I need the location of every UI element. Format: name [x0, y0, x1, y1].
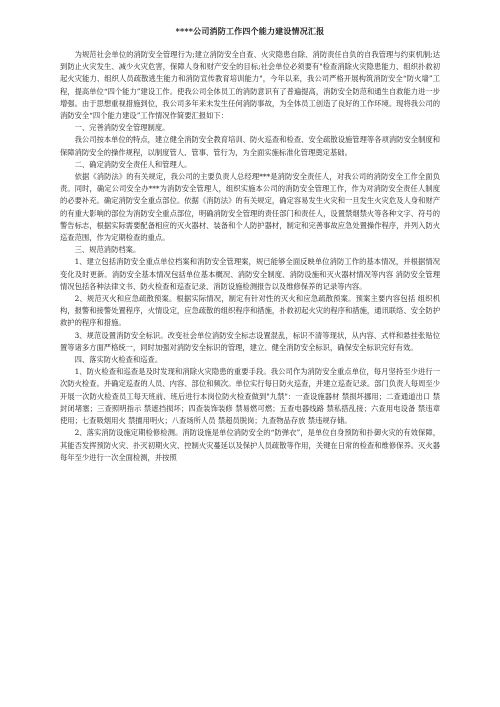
section-2-paragraph: 依据《消防法》的有关规定，我公司的主要负责人总经理***是消防安全责任人，对我公司的消防安全工作全面负责。同时，确定公司安全办***为消防安全管理人，组织实施本公司的消防安全管理工作，作为对消防安全责任人制度的必要补充。确定消防安全重点部位。依据《消防法》的有关规定，确定容易发生火灾和一旦发生火灾危及人身和财产的有重大影响的部位为消防安全重点部位，明确消防安全管理的责任部门和责任人，设置禁烟禁火等各种文字、符号的警告标志，根据实际需要配备相应的灭火器材、装备和个人防护器材，制定和完善事故应急处置操作程序，并列入防火巡查范围，作为定期检查的重点。: [60, 172, 440, 243]
document-title: ****公司消防工作四个能力建设情况汇报: [175, 26, 325, 36]
section-3-item-1: 1、建立包括消防安全重点单位档案和消防安全管理案，规已能够全面反映单位消防工作的基本情况，并根据情况变化及时更新。消防安全基本情况包括单位基本概况、消防安全制度、消防设施和灭火器材情况等内容 消防安全管理情况包括各种法律文书、防火检查和巡查记录、消防设施检测报告以及维修保养的记录等内容。: [60, 257, 440, 291]
section-heading-1: 一、完善消防安全管理制度。: [74, 123, 170, 133]
section-heading-3: 三、规范消防档案。: [74, 245, 141, 255]
intro-paragraph: 为规范社会单位的消防安全管理行为;建立消防安全自查、火灾隐患自除、消防责任自负的自我管理与约束机制;达到防止火灾发生、减少火灾危害，保障人身和财产安全的目标;社会单位必须要有"检查消除火灾隐患能力、组织扑救初起火灾能力、组织人员疏散逃生能力和消防宣传教育培训能力"，今年以来，我公司严格开展构筑消防安全“防火墙”工程，提高单位“四个能力”建设工作。使我公司全体员工的消防意识有了普遍提高，消防安全防范和通生自救能力进一步增强。由于思想重视措施到位，我公司多年来未发生任何消防事故，为全体员工创造了良好的工作环境。现将我公司的消防安全“四个能力建设”工作情况作简要汇报如下：: [60, 50, 440, 121]
section-4-item-2: 2、落实消防设施定期检修检测。消防设施是单位消防安全的“防弹衣”，是单位自身预防和扑御火灾的有效保障，其能否发挥预防火灾、扑灭初期火灾、控制火灾蔓延以及保护人员疏散等作用，关键在日常的检查和维修保养。灭火器每年至少进行一次全面检测，并按照: [60, 428, 440, 462]
section-heading-4: 四、落实防火检查和巡查。: [74, 355, 163, 365]
section-3-item-3: 3、规范设置消防安全标识。改变社会单位消防安全标志设置混乱，标识不清等现状，从内容、式样和悬挂张贴位置等诸多方面严格统一，同时加强对消防安全标识的管理，建立、健全消防安全标识，确保安全标识完好有效。: [60, 330, 440, 352]
section-1-paragraph: 我公司按本单位的特点，建立健全消防安全教育培训、防火巡查和检查、安全疏散设施管理等各项消防安全制度和保障消防安全的操作规程，以制度管人、管事、管行为，为全面实施标准化管理奠定基础。: [60, 135, 440, 157]
section-heading-2: 二、确定消防安全责任人和管理人。: [74, 159, 192, 169]
section-4-item-1: 1、防火检查和巡查是及时发现和消除火灾隐患的重要手段。我公司作为消防安全重点单位，每月坚持至少进行一次防火检查。并确定巡查的人员、内容、部位和频次。单位实行每日防火巡查，并建立巡查记录。部门负责人每周至少开展一次防火检查员工每天班前、班后进行本岗位防火检查做到"九禁"：一查设施器材 禁损坏挪用；二查通道出口 禁封闭堵塞；三查照明指示 禁遮挡损坏；四查装饰装修 禁易燃可燃；五查电器线路 禁私搭乱接；六查用电设备 禁违章使用；七查吸烟用火 禁擅用明火；八查场所人员 禁超员脱岗；九查物品存放 禁违规存储。: [60, 367, 440, 426]
section-3-item-2: 2、规范灭火和应急疏散预案。根据实际情况，制定有针对性的灭火和应急疏散预案。预案主要内容包括 组织机构，报警和接警处置程序，火情设定，应急疏散的组织程序和措施，扑救初起火灾的程序和措施，通讯联络、安全防护救护的程序和措施。: [60, 294, 440, 328]
document-body: [60, 49, 440, 464]
